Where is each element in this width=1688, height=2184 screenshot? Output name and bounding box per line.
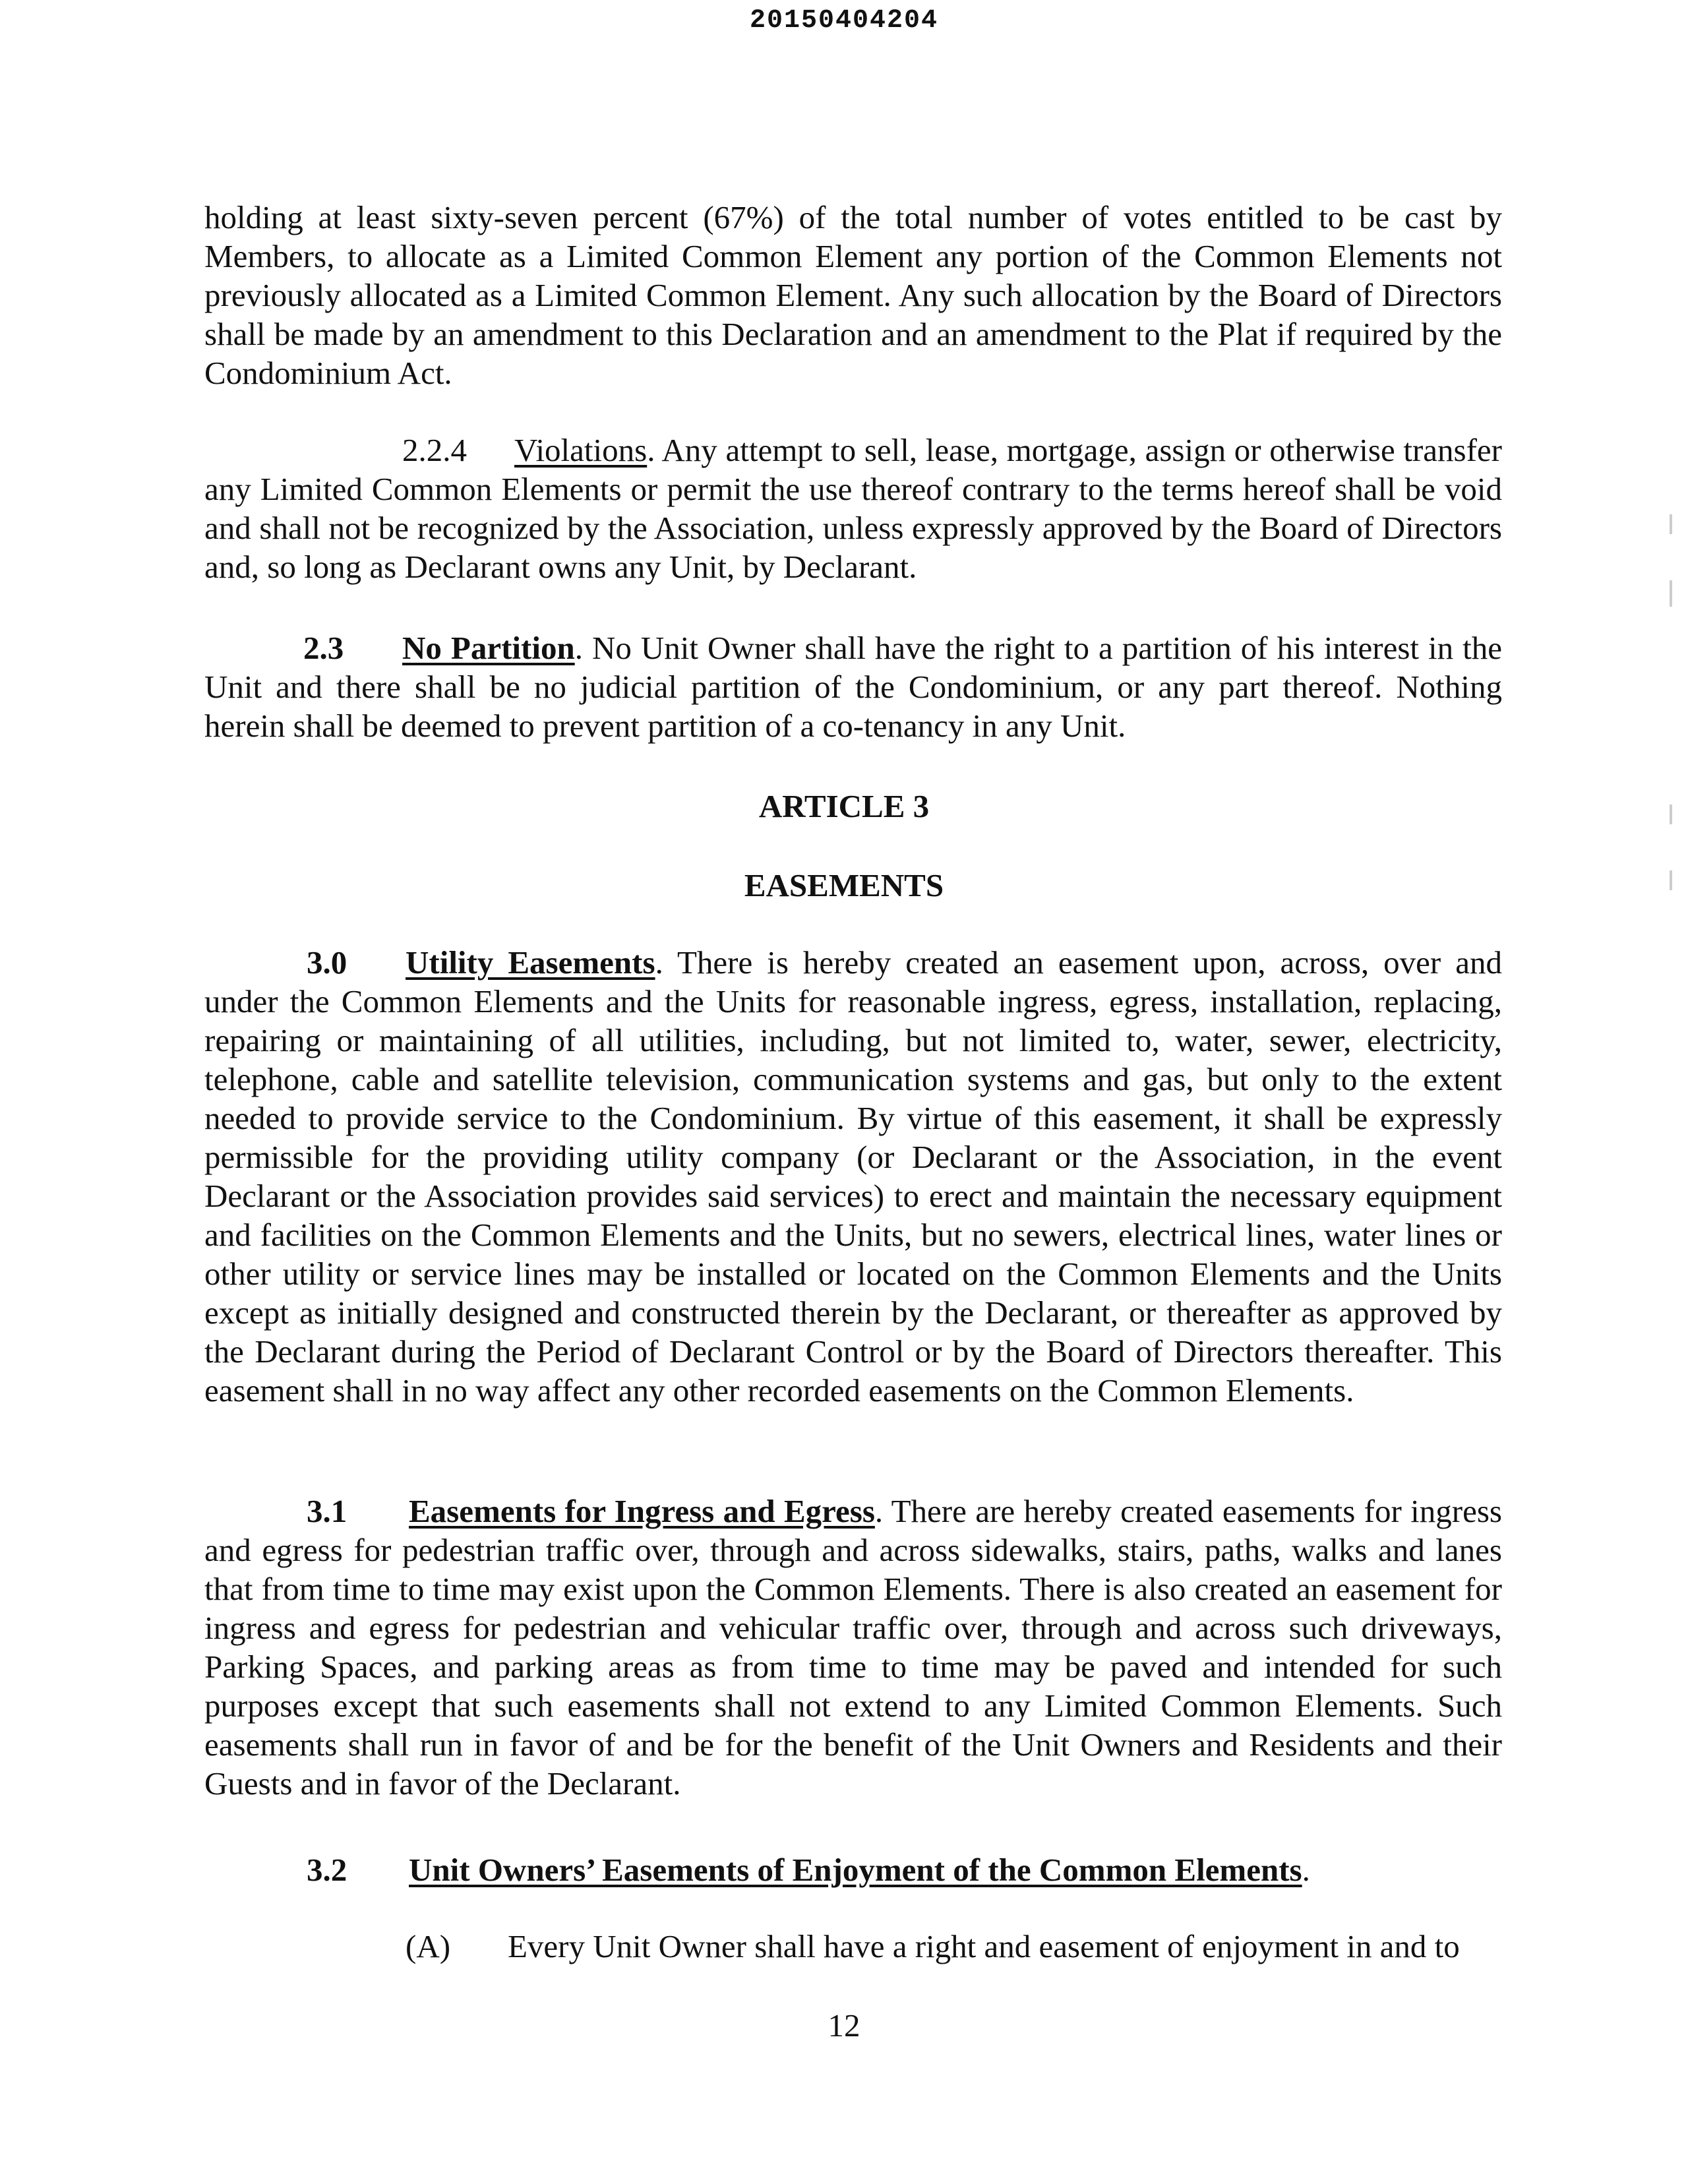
subsection-a (204, 1927, 1502, 1966)
section-2-2-4 (204, 431, 1502, 586)
section-number: 2.3 (303, 630, 344, 666)
section-text: . No Unit Owner shall have the right to a partition of his interest in the Unit and there shall be no judicial partition of the Condominium, or any part thereof. Nothing herein shall be deemed to prevent partition of a co-tenancy in any Unit. (204, 630, 1503, 744)
section-text: . Any attempt to sell, lease, mortgage, assign or otherwise transfer any Limited Common Elements or permit the use thereof contrary to the terms hereof shall be void and shall not be recognized by the Association, unless expressly approved by the Board of Directors and, so long as Declarant owns any Unit, by Declarant. (204, 432, 1502, 585)
section-number: 3.1 (307, 1493, 347, 1529)
section-3-1 (204, 1492, 1502, 1803)
document-number: 20150404204 (749, 6, 939, 36)
page-number: 12 (828, 2007, 860, 2044)
article-heading: EASEMENTS (744, 867, 944, 903)
section-number: 3.0 (307, 944, 347, 981)
section-title: Unit Owners’ Easements of Enjoyment of the Common Elements (409, 1852, 1302, 1888)
section-number: 3.2 (307, 1852, 347, 1888)
scan-artifact (1670, 870, 1672, 890)
paragraph-continued (204, 198, 1502, 392)
section-title: Easements for Ingress and Egress (409, 1493, 875, 1529)
section-number: 2.2.4 (402, 432, 467, 468)
section-title: No Partition (402, 630, 575, 666)
subsection-number: (A) (406, 1928, 451, 1964)
scan-artifact (1670, 580, 1672, 607)
section-text: . There is hereby created an easement upon, across, over and under the Common Elements and the Units for reasonable ingress, egress, installation, replacing, repairing or maintaining of all utilities, including, but not limited to, water, sewer, electricity, telephone, cable and satellite television, communication systems and gas, but only to the extent needed to provide service to the Condominium. By virtue of this easement, it shall be expressly permissible for the providing utility company (or Declarant or the Association, in the event Declarant or the Association provides said services) to erect and maintain the necessary equipment and facilities on the Common Elements and the Units, but no sewers, electrical lines, water lines or other utility or service lines may be installed or located on the Common Elements and the Units except as initially designed and constructed therein by the Declarant, or thereafter as approved by the Declarant during the Period of Declarant Control or by the Board of Directors thereafter. This easement shall in no way affect any other recorded easements on the Common Elements. (204, 944, 1502, 1409)
section-text: . There are hereby created easements for ingress and egress for pedestrian traffic over, through and across sidewalks, stairs, paths, walks and lanes that from time to time may exist upon the Common Elements. There is also created an easement for ingress and egress for pedestrian and vehicular traffic over, through and across such driveways, Parking Spaces, and parking areas as from time to time may be paved and intended for such purposes except that such easements shall not extend to any Limited Common Elements. Such easements shall run in favor of and be for the benefit of the Unit Owners and Residents and their Guests and in favor of the Declarant. (204, 1493, 1502, 1802)
subsection-text: Every Unit Owner shall have a right and easement of enjoyment in and to (508, 1928, 1460, 1964)
section-3-0 (204, 943, 1502, 1410)
scan-artifact (1670, 804, 1672, 824)
section-2-3 (204, 628, 1502, 745)
article-label: ARTICLE 3 (758, 788, 930, 824)
section-text: . (1302, 1852, 1310, 1888)
section-title: Violations (514, 432, 648, 468)
scan-artifact (1670, 514, 1672, 534)
section-3-2 (204, 1850, 1502, 1889)
paragraph-text: holding at least sixty-seven percent (67%) of the total number of votes entitled to be cast by Members, to allocate as a Limited Common Element any portion of the Common Elements not previously allocated as a Limited Common Element. Any such allocation by the Board of Directors shall be made by an amendment to this Declaration and an amendment to the Plat if required by the Condominium Act. (204, 199, 1502, 391)
section-title: Utility Easements (406, 944, 655, 981)
